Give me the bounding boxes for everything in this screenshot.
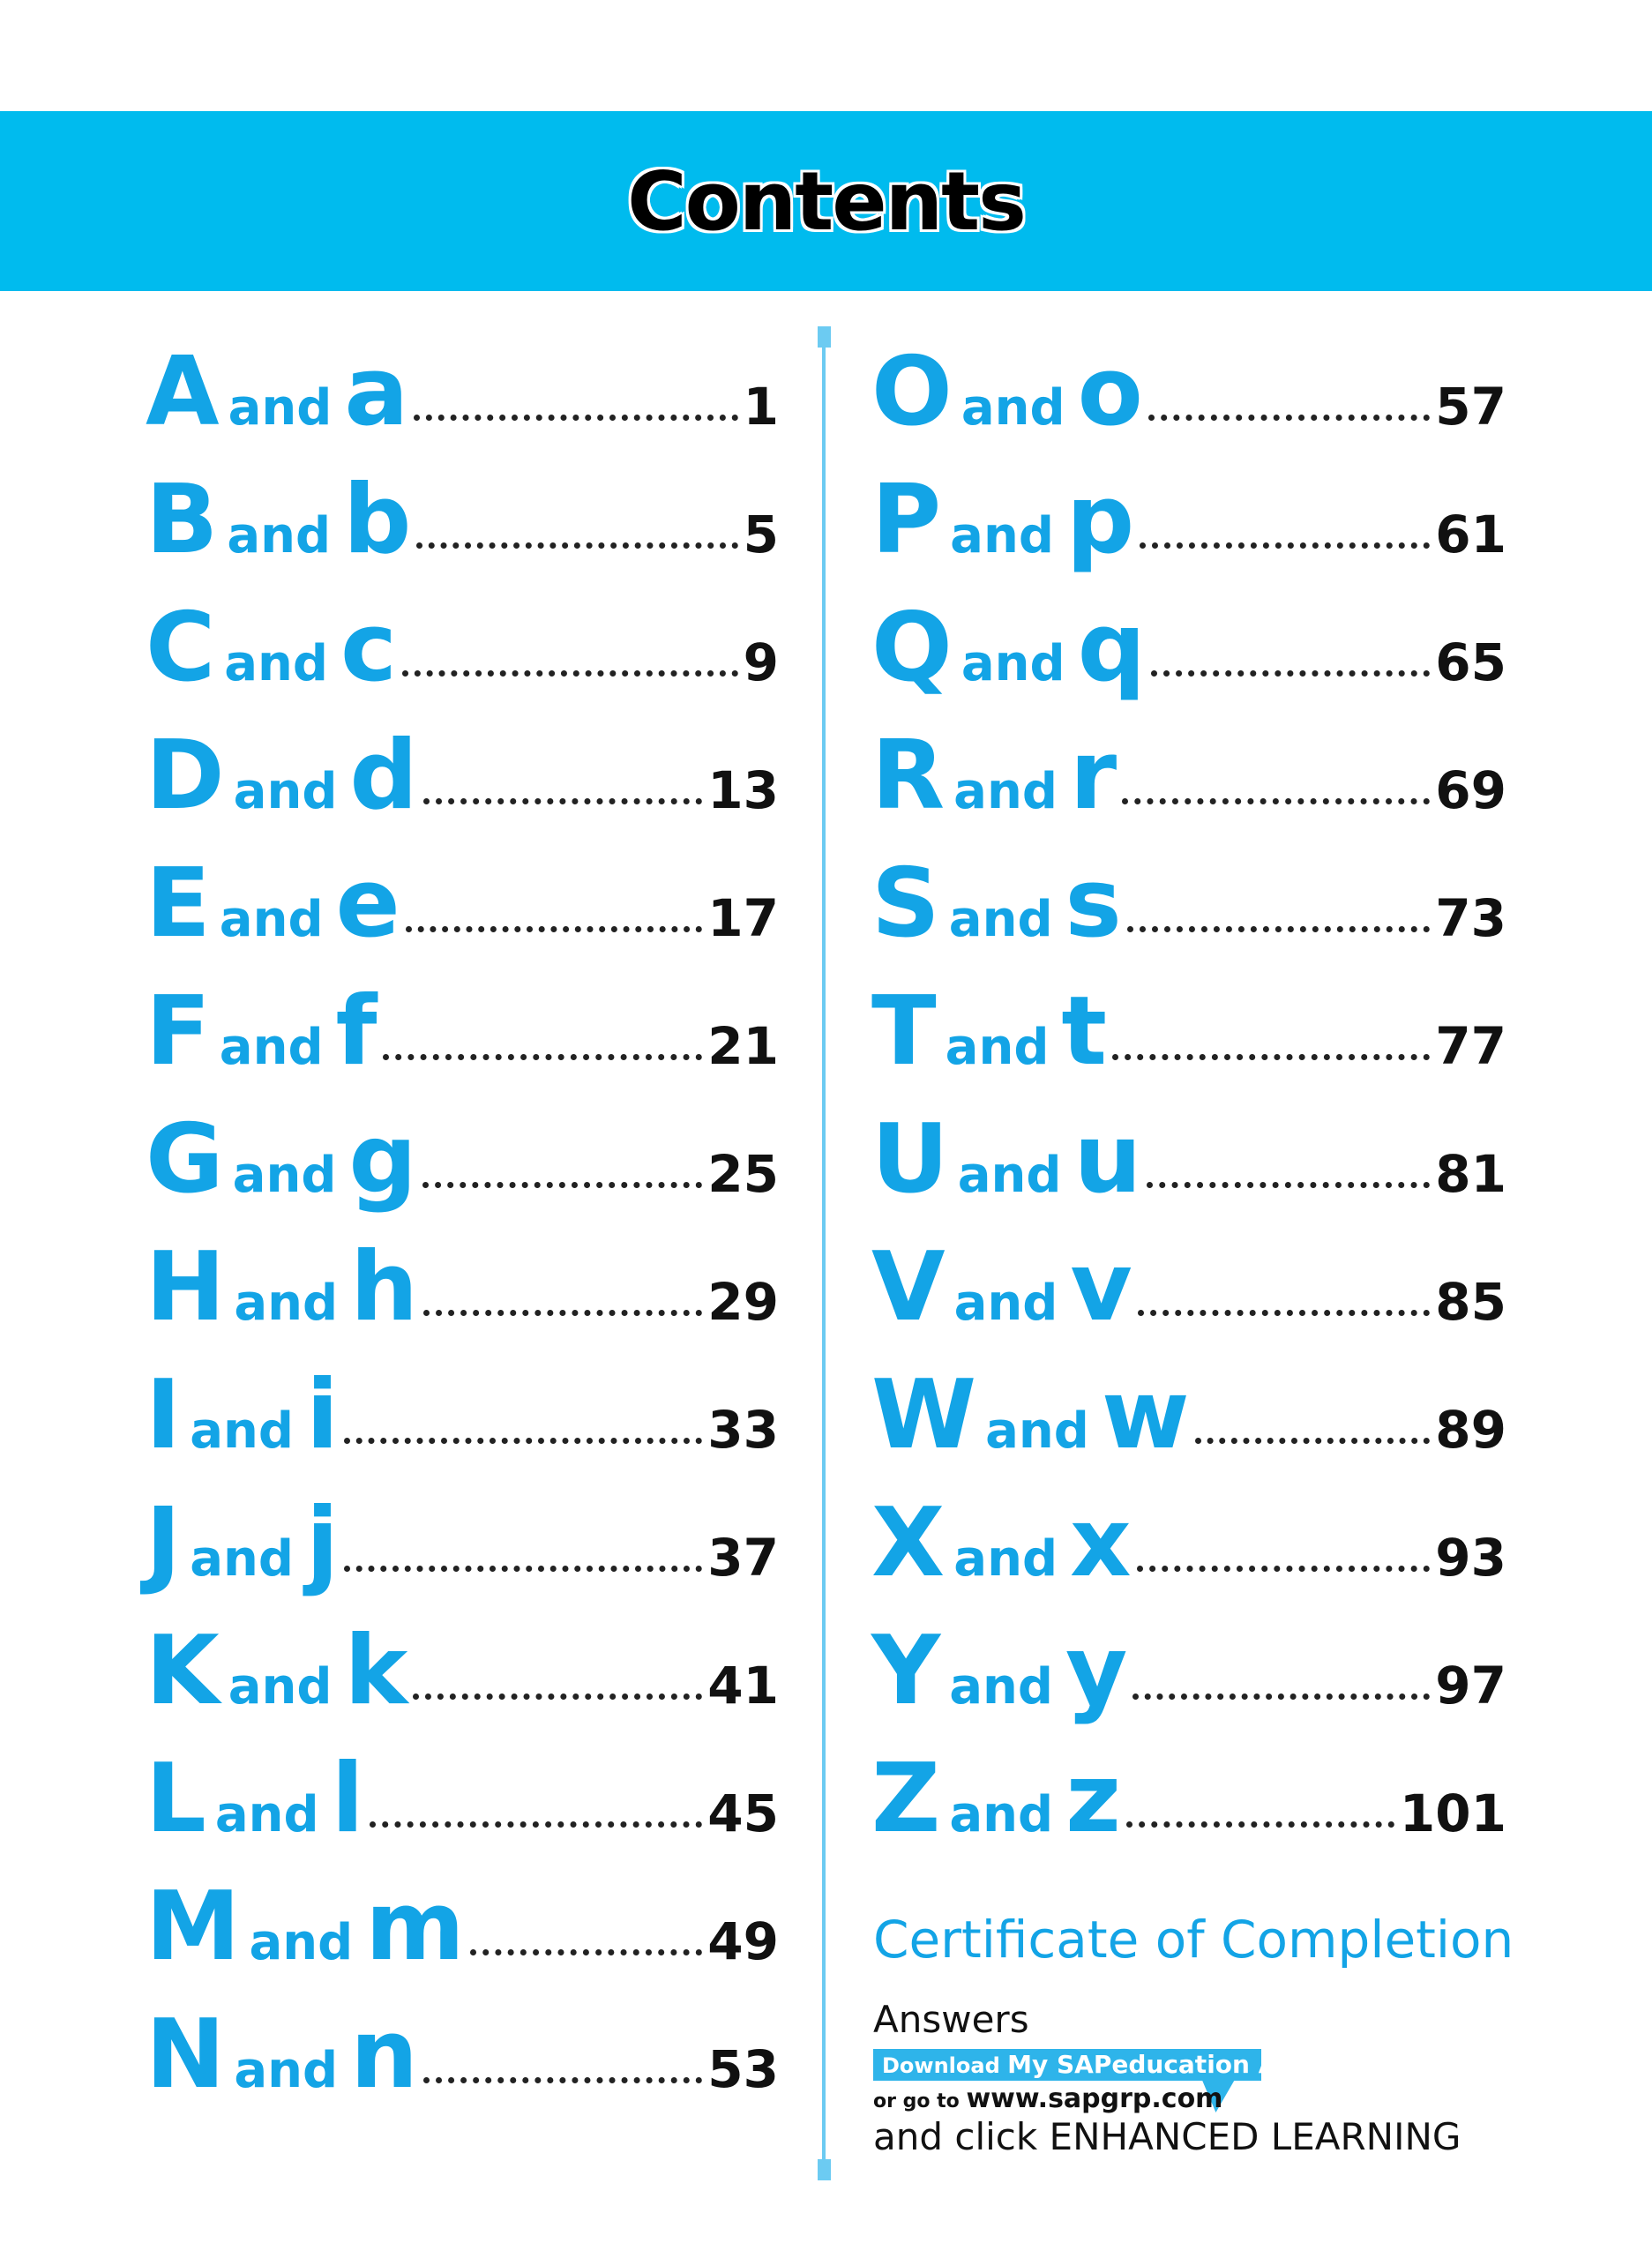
- toc-entry[interactable]: [871, 840, 1506, 968]
- toc-entry[interactable]: [871, 1095, 1506, 1223]
- page-number: 73: [1435, 888, 1506, 948]
- divider-cap-top: [818, 326, 831, 348]
- and-label: and: [190, 1530, 294, 1588]
- and-label: and: [228, 379, 333, 437]
- lowercase-letter: w: [1101, 1360, 1190, 1470]
- and-label: and: [950, 507, 1054, 564]
- page-number: 61: [1435, 505, 1506, 564]
- toc-entry[interactable]: [146, 1735, 779, 1863]
- dot-leader: [344, 1566, 702, 1572]
- toc-entry[interactable]: [871, 1735, 1506, 1863]
- page-number: 13: [707, 760, 779, 820]
- page-number: 65: [1435, 632, 1506, 692]
- lowercase-letter: u: [1073, 1104, 1142, 1215]
- uppercase-letter: G: [146, 1104, 224, 1215]
- banner-now: Now!: [1319, 2053, 1382, 2078]
- lowercase-letter: b: [343, 465, 412, 575]
- and-label: and: [945, 1019, 1050, 1076]
- banner-download: Download: [882, 2053, 1000, 2078]
- toc-entry[interactable]: [146, 1607, 779, 1735]
- page-number: 5: [743, 505, 779, 564]
- uppercase-letter: H: [146, 1232, 226, 1342]
- toc-entry[interactable]: [146, 1991, 779, 2119]
- and-label: and: [219, 891, 324, 948]
- uppercase-letter: Z: [871, 1744, 941, 1854]
- dot-leader: [423, 798, 703, 804]
- lowercase-letter: d: [349, 721, 418, 831]
- uppercase-letter: U: [871, 1104, 949, 1215]
- certificate-entry[interactable]: Certificate of Completion: [873, 1910, 1514, 1970]
- lowercase-letter: q: [1077, 593, 1146, 703]
- page-number: 101: [1399, 1783, 1506, 1843]
- and-label: and: [949, 1658, 1053, 1716]
- lowercase-letter: v: [1070, 1232, 1132, 1342]
- toc-entry[interactable]: [871, 456, 1506, 584]
- uppercase-letter: L: [146, 1744, 206, 1854]
- dot-leader: [470, 1949, 703, 1955]
- uppercase-letter: F: [146, 976, 211, 1087]
- and-label: and: [190, 1402, 294, 1460]
- dot-leader: [1140, 542, 1430, 549]
- and-label: and: [214, 1786, 319, 1843]
- toc-entry[interactable]: [146, 1479, 779, 1607]
- dot-leader: [1126, 1821, 1394, 1828]
- toc-entry[interactable]: [871, 328, 1506, 456]
- lowercase-letter: h: [350, 1232, 419, 1342]
- lowercase-letter: f: [335, 976, 377, 1087]
- page-number: 49: [707, 1911, 779, 1971]
- dot-leader: [416, 542, 737, 549]
- and-label: and: [249, 1914, 354, 1971]
- page-number: 53: [707, 2039, 779, 2099]
- and-label: and: [948, 891, 1053, 948]
- and-label: and: [224, 635, 329, 692]
- lowercase-letter: m: [365, 1872, 465, 1982]
- dot-leader: [1138, 1310, 1431, 1316]
- dot-leader: [1132, 1694, 1430, 1700]
- toc-entry[interactable]: [146, 840, 779, 968]
- lowercase-letter: g: [348, 1104, 417, 1215]
- uppercase-letter: E: [146, 849, 211, 959]
- and-label: and: [953, 1530, 1058, 1588]
- goto-prefix: or go to: [873, 2090, 960, 2112]
- toc-entry[interactable]: [146, 1223, 779, 1351]
- uppercase-letter: C: [146, 593, 216, 703]
- enhanced-learning-text: and click ENHANCED LEARNING: [873, 2115, 1461, 2158]
- toc-entry[interactable]: [871, 1479, 1506, 1607]
- uppercase-letter: P: [871, 465, 942, 575]
- page-title: Contents: [627, 153, 1025, 249]
- toc-entry[interactable]: [146, 712, 779, 840]
- toc-entry[interactable]: [146, 328, 779, 456]
- uppercase-letter: S: [871, 849, 940, 959]
- lowercase-letter: p: [1065, 465, 1135, 575]
- toc-entry[interactable]: [871, 1607, 1506, 1735]
- header-band: [0, 111, 1652, 291]
- lowercase-letter: z: [1065, 1744, 1121, 1854]
- uppercase-letter: O: [871, 337, 953, 447]
- page-number: 77: [1435, 1016, 1506, 1076]
- and-label: and: [961, 635, 1065, 692]
- and-label: and: [232, 1147, 337, 1204]
- dot-leader: [413, 1694, 702, 1700]
- uppercase-letter: Q: [871, 593, 953, 703]
- toc-entry[interactable]: [871, 1223, 1506, 1351]
- page-number: 17: [707, 888, 779, 948]
- page-number: 21: [707, 1016, 779, 1076]
- page-number: 69: [1435, 760, 1506, 820]
- lowercase-letter: s: [1065, 849, 1122, 959]
- lowercase-letter: j: [305, 1488, 339, 1598]
- page-number: 41: [707, 1656, 779, 1716]
- uppercase-letter: I: [146, 1360, 182, 1470]
- toc-entry[interactable]: [146, 1095, 779, 1223]
- dot-leader: [422, 1182, 703, 1188]
- lowercase-letter: x: [1070, 1488, 1132, 1598]
- column-divider: [822, 328, 826, 2178]
- and-label: and: [985, 1402, 1089, 1460]
- lowercase-letter: k: [344, 1616, 408, 1726]
- uppercase-letter: V: [871, 1232, 946, 1342]
- page-number: 93: [1435, 1528, 1506, 1588]
- answers-label: Answers: [873, 1998, 1029, 2041]
- uppercase-letter: R: [871, 721, 946, 831]
- and-label: and: [219, 1019, 324, 1076]
- dot-leader: [1148, 415, 1431, 421]
- and-label: and: [953, 1275, 1058, 1332]
- page-number: 81: [1435, 1144, 1506, 1204]
- toc-entry[interactable]: [146, 456, 779, 584]
- page-number: 57: [1435, 377, 1506, 437]
- dot-leader: [1147, 1182, 1430, 1188]
- and-label: and: [961, 379, 1065, 437]
- dot-leader: [1195, 1438, 1431, 1444]
- toc-entry[interactable]: [871, 968, 1506, 1095]
- page-number: 89: [1435, 1400, 1506, 1460]
- toc-entry[interactable]: [871, 584, 1506, 712]
- and-label: and: [233, 763, 338, 820]
- toc-entry[interactable]: [871, 1351, 1506, 1479]
- lowercase-letter: i: [305, 1360, 339, 1470]
- lowercase-letter: r: [1069, 721, 1118, 831]
- page-number: 33: [707, 1400, 779, 1460]
- lowercase-letter: o: [1077, 337, 1143, 447]
- and-label: and: [949, 1786, 1054, 1843]
- dot-leader: [1112, 1054, 1430, 1060]
- dot-leader: [402, 670, 738, 677]
- and-label: and: [234, 2042, 339, 2099]
- uppercase-letter: N: [146, 2000, 226, 2110]
- and-label: and: [957, 1147, 1062, 1204]
- dot-leader: [1151, 670, 1430, 677]
- toc-entry[interactable]: [871, 712, 1506, 840]
- uppercase-letter: J: [146, 1488, 182, 1598]
- dot-leader: [406, 926, 703, 932]
- uppercase-letter: W: [871, 1360, 977, 1470]
- page-number: 37: [707, 1528, 779, 1588]
- uppercase-letter: D: [146, 721, 225, 831]
- goto-line: [873, 2083, 1222, 2114]
- page-number: 25: [707, 1144, 779, 1204]
- and-label: and: [227, 507, 332, 564]
- and-label: and: [234, 1275, 339, 1332]
- contents-left-column: [146, 328, 779, 2119]
- uppercase-letter: T: [871, 976, 937, 1087]
- lowercase-letter: l: [331, 1744, 364, 1854]
- lowercase-letter: a: [344, 337, 409, 447]
- page-number: 45: [707, 1783, 779, 1843]
- page-number: 9: [743, 632, 779, 692]
- divider-cap-bottom: [818, 2159, 831, 2180]
- dot-leader: [414, 415, 737, 421]
- page-number: 97: [1435, 1656, 1506, 1716]
- lowercase-letter: y: [1065, 1616, 1128, 1726]
- toc-entry[interactable]: [146, 1863, 779, 1991]
- dot-leader: [423, 2077, 702, 2083]
- lowercase-letter: c: [340, 593, 398, 703]
- toc-entry[interactable]: [146, 968, 779, 1095]
- uppercase-letter: Y: [871, 1616, 941, 1726]
- dot-leader: [1122, 798, 1430, 804]
- and-label: and: [228, 1658, 333, 1716]
- dot-leader: [423, 1310, 702, 1316]
- toc-entry[interactable]: [146, 1351, 779, 1479]
- page-number: 29: [707, 1272, 779, 1332]
- dot-leader: [344, 1438, 702, 1444]
- uppercase-letter: M: [146, 1872, 241, 1982]
- uppercase-letter: A: [146, 337, 220, 447]
- page-number: 1: [743, 377, 779, 437]
- page-number: 85: [1435, 1272, 1506, 1332]
- dot-leader: [1127, 926, 1430, 932]
- uppercase-letter: X: [871, 1488, 946, 1598]
- dot-leader: [383, 1054, 703, 1060]
- contents-right-column: [871, 328, 1506, 1863]
- lowercase-letter: e: [335, 849, 400, 959]
- lowercase-letter: t: [1061, 976, 1108, 1087]
- uppercase-letter: K: [146, 1616, 220, 1726]
- lowercase-letter: n: [350, 2000, 419, 2110]
- and-label: and: [953, 763, 1058, 820]
- app-download-banner[interactable]: [873, 2049, 1382, 2081]
- toc-entry[interactable]: [146, 584, 779, 712]
- banner-app: My SAPeducation App: [1007, 2050, 1313, 2079]
- uppercase-letter: B: [146, 465, 219, 575]
- website-link[interactable]: www.sapgrp.com: [966, 2083, 1223, 2114]
- dot-leader: [1137, 1566, 1431, 1572]
- dot-leader: [370, 1821, 703, 1828]
